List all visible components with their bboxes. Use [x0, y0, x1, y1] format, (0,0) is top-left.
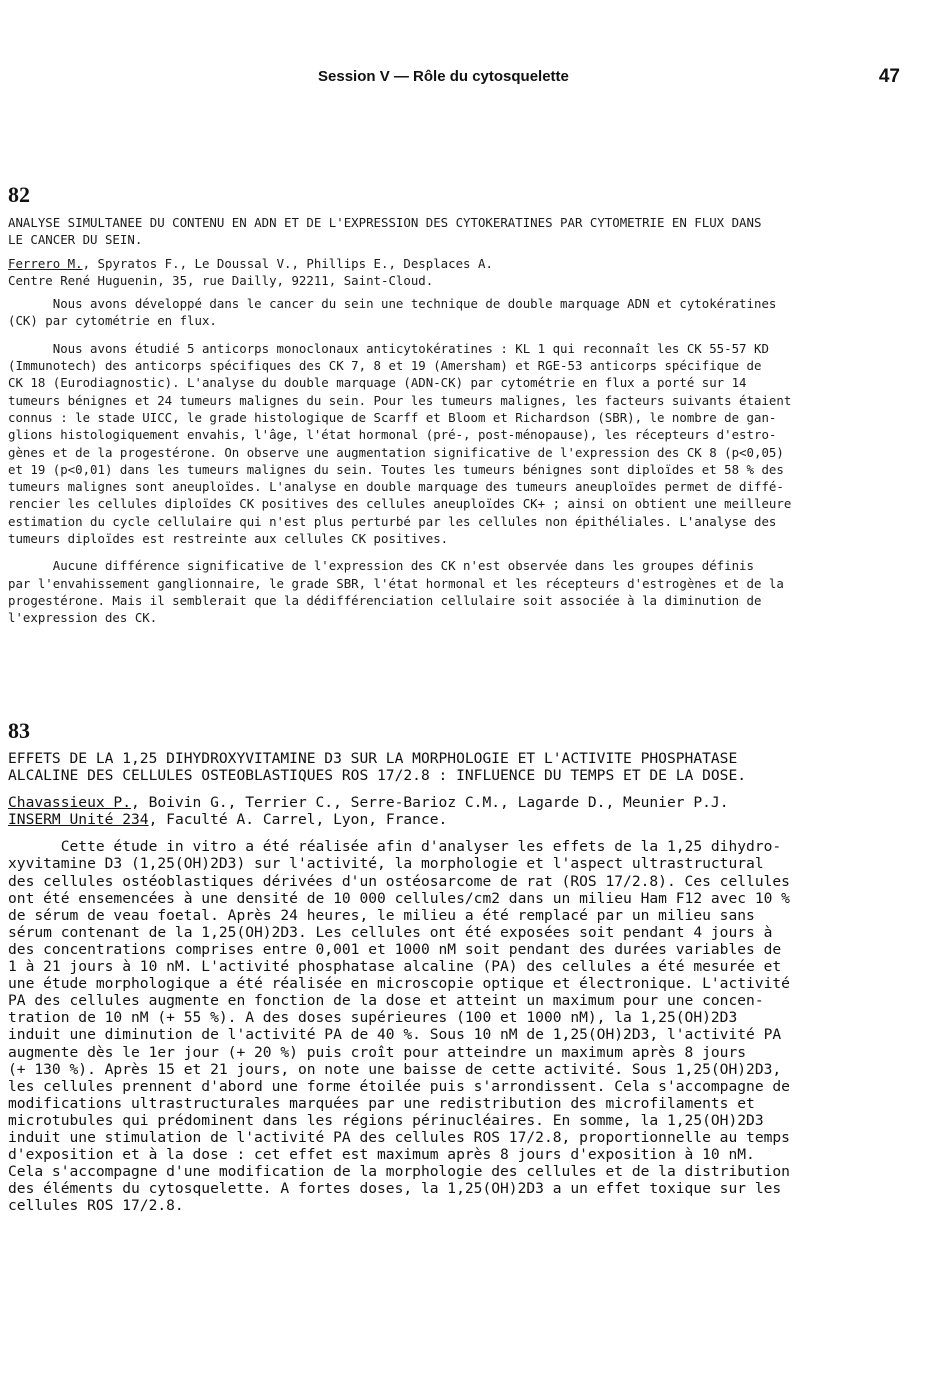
- abstract-title: EFFETS DE LA 1,25 DIHYDROXYVITAMINE D3 SUR LA MORPHOLOGIE ET L'ACTIVITE PHOSPHATASE ALCALINE DES CELLULES OSTEOBLASTIQUES ROS 17/2.8 : INFLUENCE DU TEMPS ET DE LA DOSE.: [8, 750, 747, 785]
- abstract-number: 82: [8, 182, 30, 207]
- running-title: Session V — Rôle du cytosquelette: [318, 68, 569, 85]
- presenting-author: Ferrero M.: [8, 255, 83, 271]
- presenting-author: Chavassieux P.: [8, 794, 132, 812]
- page-header: [0, 68, 930, 90]
- abstract-title: ANALYSE SIMULTANEE DU CONTENU EN ADN ET DE L'EXPRESSION DES CYTOKERATINES PAR CYTOMETRIE EN FLUX DANS LE CANCER DU SEIN.: [8, 215, 762, 248]
- abstract-body: Cette étude in vitro a été réalisée afin d'analyser les effets de la 1,25 dihydro- xyvitamine D3 (1,25(OH)2D3) sur l'activité, la morphologie et l'aspect ultrastructural des cellules ostéoblastiques dérivées d'un ostéosarcome de rat (ROS 17/2.8). Ces cellules ont été ensemencées à une densité de 10 000 cellules/cm2 dans un milieu Ham F12 avec 10 % de sérum de veau foetal. Après 24 heures, le milieu a été remplacé par un milieu sans sérum contenant de la 1,25(OH)2D3. Les cellules ont été exposées soit pendant 4 jours à des concentrations comprises entre 0,001 et 1000 nM soit pendant des durées variables de 1 à 21 jours à 10 nM. L'activité phosphatase alcaline (PA) des cellules a été mesurée et une étude morphologique a été réalisée en microscopie optique et électronique. L'activité PA des cellules augmente en fonction de la dose et atteint un maximum pour une concen- tration de 10 nM (+ 55 %). A des doses supérieures (100 et 1000 nM), la 1,25(OH)2D3 induit une diminution de l'activité PA de 40 %. Sous 10 nM de 1,25(OH)2D3, l'activité PA augmente dès le 1er jour (+ 20 %) puis croît pour atteindre un maximum après 8 jours (+ 130 %). Après 15 et 21 jours, on note une baisse de cette activité. Sous 1,25(OH)2D3, les cellules prennent d'abord une forme étoilée puis s'arrondissent. Cela s'accompagne de modifications ultrastructurales marquées par une redistribution des microfilaments et microtubules qui prédominent dans les régions périnucléaires. En somme, la 1,25(OH)2D3 induit une stimulation de l'activité PA des cellules ROS 17/2.8, proportionnelle au temps d'exposition et à la dose : cet effet est maximum après 8 jours d'exposition à 10 nM. Cela s'accompagne d'une modification de la morphologie des cellules et de la distribution des éléments du cytosquelette. A fortes doses, la 1,25(OH)2D3 a un effet toxique sur les cellules ROS 17/2.8.: [8, 838, 790, 1215]
- abstract-paragraph: Nous avons développé dans le cancer du sein une technique de double marquage ADN et cytokératines (CK) par cytométrie en flux.: [8, 296, 777, 329]
- abstract-authors: Ferrero M., Spyratos F., Le Doussal V., Phillips E., Desplaces A.: [8, 255, 493, 271]
- page-number: 47: [878, 66, 900, 87]
- abstract-paragraph: Aucune différence significative de l'expression des CK n'est observée dans les groupes définis par l'envahissement ganglionnaire, le grade SBR, l'état hormonal et les récepteurs d'estrogènes et de la progestérone. Mais il semblerait que la dédifférenciation cellulaire soit associée à la diminution de l'expression des CK.: [8, 558, 784, 626]
- abstract-number: 83: [8, 718, 30, 743]
- abstract-paragraph: Nous avons étudié 5 anticorps monoclonaux anticytokératines : KL 1 qui reconnaît les CK 55-57 KD (Immunotech) des anticorps spécifiques des CK 7, 8 et 19 (Amersham) et RGE-53 anticorps spécifique de CK 18 (Eurodiagnostic). L'analyse du double marquage (ADN-CK) par cytométrie en flux a porté sur 14 tumeurs bénignes et 24 tumeurs malignes du sein. Pour les tumeurs malignes, les facteurs suivants étaient connus : le stade UICC, le grade histologique de Scarff et Bloom et Richardson (SBR), le nombre de gan- glions histologiquement envahis, l'âge, l'état hormonal (pré-, post-ménopause), les récepteurs d'estro- gènes et de la progestérone. On observe une augmentation significative de l'expression des CK 8 (p<0,05) et 19 (p<0,01) dans les tumeurs malignes du sein. Toutes les tumeurs bénignes sont diploïdes et 58 % des tumeurs malignes sont aneuploïdes. L'analyse en double marquage des tumeurs aneuploïdes permet de diffé- rencier les cellules diploïdes CK positives des cellules aneuploïdes CK+ ; ainsi on obtient une meilleure estimation du cycle cellulaire qui n'est plus perturbé par les cellules non épithéliales. L'analyse des tumeurs diploïdes est restreinte aux cellules CK positives.: [8, 340, 792, 547]
- abstract-83: [8, 718, 908, 1214]
- abstract-affiliation: INSERM Unité 234, Faculté A. Carrel, Lyon, France.: [8, 811, 448, 829]
- abstract-82: [8, 182, 908, 627]
- abstract-affiliation: Centre René Huguenin, 35, rue Dailly, 92211, Saint-Cloud.: [8, 272, 434, 288]
- abstract-authors: Chavassieux P., Boivin G., Terrier C., Serre-Barioz C.M., Lagarde D., Meunier P.J.: [8, 794, 729, 812]
